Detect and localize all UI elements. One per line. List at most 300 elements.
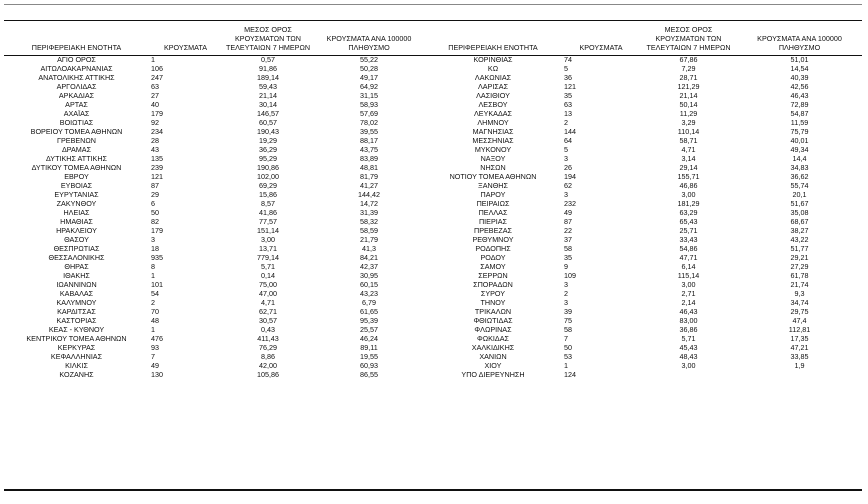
cases-value: 70: [151, 308, 159, 317]
region-name: ΔΥΤΙΚΟΥ ΤΟΜΕΑ ΑΘΗΝΩΝ: [31, 164, 122, 173]
cases-value: 3: [564, 299, 568, 308]
cases-value: 28: [151, 137, 159, 146]
table-row: [4, 146, 862, 155]
per-100k-value: 29,21: [790, 254, 809, 263]
cases-value: 50: [151, 209, 159, 218]
cases-value: 37: [564, 236, 572, 245]
cases-value: 62: [564, 182, 572, 191]
region-name: ΚΕΑΣ - ΚΥΘΝΟΥ: [48, 326, 105, 335]
per-100k-value: 14,54: [790, 65, 809, 74]
avg-7day-value: 63,29: [679, 209, 698, 218]
bottom-rule: [4, 489, 862, 491]
per-100k-value: 61,78: [790, 272, 809, 281]
avg-7day-value: 3,29: [681, 119, 696, 128]
avg-7day-value: 146,57: [257, 110, 279, 119]
header-rule: [4, 20, 862, 21]
region-name: ΕΥΡΥΤΑΝΙΑΣ: [54, 191, 99, 200]
cases-value: 3: [564, 191, 568, 200]
region-name: ΧΙΟΥ: [484, 362, 502, 371]
cases-value: 13: [564, 110, 572, 119]
table-row: [4, 65, 862, 74]
avg-7day-value: 8,86: [261, 353, 275, 362]
region-name: ΠΡΕΒΕΖΑΣ: [474, 227, 512, 236]
avg-7day-value: [640, 371, 737, 380]
per-100k-value: 42,56: [790, 83, 809, 92]
region-name: ΜΥΚΟΝΟΥ: [474, 146, 512, 155]
region-name: ΛΕΥΚΑΔΑΣ: [473, 110, 512, 119]
region-name: ΗΡΑΚΛΕΙΟΥ: [56, 227, 97, 236]
cases-value: 8: [151, 263, 155, 272]
table-row: [4, 236, 862, 245]
region-name: ΕΒΡΟΥ: [64, 173, 89, 182]
per-100k-value: 38,27: [790, 227, 809, 236]
avg-7day-value: 11,29: [679, 110, 698, 119]
region-name: ΣΑΜΟΥ: [480, 263, 506, 272]
table-row: [4, 317, 862, 326]
cases-value: 130: [151, 371, 163, 380]
per-100k-value: 25,57: [360, 326, 378, 335]
table-row: [4, 173, 862, 182]
region-name: ΚΑΣΤΟΡΙΑΣ: [56, 317, 97, 326]
per-100k-value: 50,28: [360, 65, 378, 74]
avg-7day-value: 121,29: [677, 83, 700, 92]
table-row: [4, 245, 862, 254]
region-name: ΠΑΡΟΥ: [480, 191, 506, 200]
table-row: [4, 281, 862, 290]
cases-value: 9: [564, 263, 568, 272]
cases-value: 7: [564, 335, 568, 344]
cases-value: 40: [151, 101, 159, 110]
cases-value: 2: [564, 119, 568, 128]
avg-7day-value: 41,86: [259, 209, 277, 218]
per-100k-value: 11,59: [790, 119, 809, 128]
per-100k-value: 60,93: [360, 362, 378, 371]
cases-value: 54: [151, 290, 159, 299]
per-100k-value: 60,15: [360, 281, 378, 290]
cases-value: 50: [564, 344, 572, 353]
per-100k-value: 51,67: [790, 200, 809, 209]
avg-7day-value: 3,00: [261, 236, 275, 245]
cases-value: 35: [564, 92, 572, 101]
region-name: ΜΕΣΣΗΝΙΑΣ: [472, 137, 514, 146]
avg-7day-value: 115,14: [677, 272, 700, 281]
table-row: [4, 326, 862, 335]
region-name: ΚΑΛΥΜΝΟΥ: [56, 299, 97, 308]
table-row: [4, 299, 862, 308]
cases-value: 35: [564, 254, 572, 263]
table-row: [4, 371, 862, 380]
region-name: ΗΛΕΙΑΣ: [63, 209, 90, 218]
per-100k-value: 43,22: [790, 236, 809, 245]
cases-value: 58: [564, 326, 572, 335]
region-name: ΛΗΜΝΟΥ: [477, 119, 509, 128]
per-100k-value: 14,72: [360, 200, 378, 209]
per-100k-value: 51,01: [790, 55, 809, 65]
avg-7day-value: 5,71: [681, 335, 696, 344]
per-100k-value: 86,55: [360, 371, 378, 380]
cases-value: 247: [151, 74, 163, 83]
avg-7day-value: 36,86: [679, 326, 698, 335]
per-100k-value: 58,32: [360, 218, 378, 227]
avg-7day-value: 21,14: [259, 92, 277, 101]
cases-value: 3: [564, 281, 568, 290]
per-100k-value: 48,81: [360, 164, 378, 173]
avg-7day-value: 76,29: [259, 344, 277, 353]
region-name: ΑΡΚΑΔΙΑΣ: [58, 92, 95, 101]
region-name: ΗΜΑΘΙΑΣ: [60, 218, 93, 227]
per-100k-value: 95,39: [360, 317, 378, 326]
cases-value: 144: [564, 128, 576, 137]
per-100k-value: 40,39: [790, 74, 809, 83]
avg-7day-value: 28,71: [679, 74, 698, 83]
avg-7day-value: 58,71: [679, 137, 698, 146]
per-100k-value: 84,21: [360, 254, 378, 263]
avg-7day-value: 59,43: [259, 83, 277, 92]
table-row: [4, 263, 862, 272]
per-100k-value: 36,62: [790, 173, 809, 182]
region-name: ΙΩΑΝΝΙΝΩΝ: [56, 281, 97, 290]
cases-value: 87: [564, 218, 572, 227]
cases-value: 39: [564, 308, 572, 317]
avg-7day-value: 21,14: [679, 92, 698, 101]
region-name: ΣΕΡΡΩΝ: [478, 272, 508, 281]
cases-value: 43: [151, 146, 159, 155]
col-header-per-100k: ΚΡΟΥΣΜΑΤΑ ΑΝΑ 100000 ΠΛΗΘΥΣΜΟ: [737, 25, 862, 56]
cases-value: 232: [564, 200, 576, 209]
region-name: ΠΙΕΡΙΑΣ: [478, 218, 507, 227]
table-row: [4, 191, 862, 200]
region-name: ΛΑΚΩΝΙΑΣ: [474, 74, 512, 83]
region-name: ΡΟΔΟΥ: [480, 254, 506, 263]
cases-value: 82: [151, 218, 159, 227]
per-100k-value: 51,77: [790, 245, 809, 254]
avg-7day-value: 42,00: [259, 362, 277, 371]
cases-value: 124: [564, 371, 576, 380]
per-100k-value: 33,85: [790, 353, 809, 362]
avg-7day-value: 0,43: [261, 326, 275, 335]
per-100k-value: 49,17: [360, 74, 378, 83]
per-100k-value: 6,79: [362, 299, 376, 308]
cases-value: 27: [151, 92, 159, 101]
cases-value: 109: [564, 272, 576, 281]
avg-7day-value: 6,14: [681, 263, 696, 272]
avg-7day-value: 62,71: [259, 308, 277, 317]
cases-value: 22: [564, 227, 572, 236]
region-name: ΦΛΩΡΙΝΑΣ: [474, 326, 512, 335]
per-100k-value: 9,3: [794, 290, 805, 299]
region-name: ΤΡΙΚΑΛΩΝ: [474, 308, 512, 317]
per-100k-value: 41,3: [362, 245, 376, 254]
avg-7day-value: 0,57: [261, 55, 275, 65]
avg-7day-value: 54,86: [679, 245, 698, 254]
per-100k-value: 29,75: [790, 308, 809, 317]
table-row: [4, 137, 862, 146]
avg-7day-value: 4,71: [261, 299, 275, 308]
per-100k-value: 47,21: [790, 344, 809, 353]
avg-7day-value: 67,86: [679, 55, 698, 65]
per-100k-value: 112,81: [788, 326, 811, 335]
table-row: [4, 155, 862, 164]
avg-7day-value: 4,71: [681, 146, 696, 155]
per-100k-value: 34,74: [790, 299, 809, 308]
per-100k-value: 58,59: [360, 227, 378, 236]
per-100k-value: 27,29: [790, 263, 809, 272]
region-name: ΑΧΑΪΑΣ: [63, 110, 90, 119]
region-name: ΒΟΙΩΤΙΑΣ: [59, 119, 94, 128]
avg-7day-value: 47,00: [259, 290, 277, 299]
avg-7day-value: 30,57: [259, 317, 277, 326]
region-name: ΝΟΤΙΟΥ ΤΟΜΕΑ ΑΘΗΝΩΝ: [449, 173, 537, 182]
avg-7day-value: 29,14: [679, 164, 698, 173]
table-row: [4, 74, 862, 83]
avg-7day-value: 110,14: [677, 128, 700, 137]
per-100k-value: 55,22: [360, 55, 378, 65]
cases-value: 26: [564, 164, 572, 173]
cases-value: 179: [151, 227, 163, 236]
per-100k-value: 42,37: [360, 263, 378, 272]
cases-value: 179: [151, 110, 163, 119]
table-row: [4, 353, 862, 362]
avg-7day-value: 181,29: [677, 200, 700, 209]
table-row: [4, 164, 862, 173]
region-name: ΑΝΑΤΟΛΙΚΗΣ ΑΤΤΙΚΗΣ: [38, 74, 115, 83]
table-row: [4, 83, 862, 92]
region-name: ΤΗΝΟΥ: [480, 299, 506, 308]
avg-7day-value: 102,00: [257, 173, 279, 182]
avg-7day-value: 69,29: [259, 182, 277, 191]
region-name: ΑΡΤΑΣ: [65, 101, 88, 110]
per-100k-value: 34,83: [790, 164, 809, 173]
avg-7day-value: 77,57: [259, 218, 277, 227]
region-name: ΠΕΛΛΑΣ: [478, 209, 508, 218]
per-100k-value: 46,24: [360, 335, 378, 344]
col-header-region: ΠΕΡΙΦΕΡΕΙΑΚΗ ΕΝΟΤΗΤΑ: [4, 25, 149, 56]
avg-7day-value: 95,29: [259, 155, 277, 164]
region-name: ΛΑΡΙΣΑΣ: [477, 83, 509, 92]
region-name: ΜΑΓΝΗΣΙΑΣ: [472, 128, 514, 137]
region-name: ΑΙΤΩΛΟΑΚΑΡΝΑΝΙΑΣ: [40, 65, 113, 74]
avg-7day-value: 105,86: [257, 371, 279, 380]
per-100k-value: 54,87: [790, 110, 809, 119]
col-header-region: ΠΕΡΙΦΕΡΕΙΑΚΗ ΕΝΟΤΗΤΑ: [424, 25, 562, 56]
per-100k-value: 39,55: [360, 128, 378, 137]
region-name: ΘΗΡΑΣ: [64, 263, 89, 272]
per-100k-value: 35,08: [790, 209, 809, 218]
cases-value: 49: [151, 362, 159, 371]
cases-value: 93: [151, 344, 159, 353]
avg-7day-value: 25,71: [679, 227, 698, 236]
per-100k-value: 41,27: [360, 182, 378, 191]
col-header-7day-average: ΜΕΣΟΣ ΟΡΟΣ ΚΡΟΥΣΜΑΤΩΝ ΤΩΝ ΤΕΛΕΥΤΑΙΩΝ 7 ΗΜΕΡΩΝ: [640, 25, 737, 56]
cases-value: 74: [564, 55, 572, 65]
region-name: ΝΗΣΩΝ: [480, 164, 506, 173]
table-row: [4, 272, 862, 281]
per-100k-value: 68,67: [790, 218, 809, 227]
cases-value: 1: [151, 326, 155, 335]
region-name: ΘΕΣΣΑΛΟΝΙΚΗΣ: [48, 254, 105, 263]
avg-7day-value: 47,71: [679, 254, 698, 263]
cases-value: 18: [151, 245, 159, 254]
per-100k-value: 43,75: [360, 146, 378, 155]
region-name: ΖΑΚΥΝΘΟΥ: [56, 200, 97, 209]
table-row: [4, 254, 862, 263]
avg-7day-value: 2,71: [681, 290, 696, 299]
per-100k-value: 55,74: [790, 182, 809, 191]
per-100k-value: 89,11: [360, 344, 378, 353]
avg-7day-value: 189,14: [257, 74, 279, 83]
region-name: ΚΟΡΙΝΘΙΑΣ: [473, 55, 513, 65]
table-row: [4, 308, 862, 317]
avg-7day-value: 13,71: [259, 245, 277, 254]
table-row: [4, 227, 862, 236]
region-name: ΚΙΛΚΙΣ: [65, 362, 88, 371]
per-100k-value: 88,17: [360, 137, 378, 146]
cases-value: 3: [564, 155, 568, 164]
avg-7day-value: 91,86: [259, 65, 277, 74]
region-name: ΑΓΙΟ ΟΡΟΣ: [57, 55, 96, 65]
table-row: [4, 56, 862, 66]
per-100k-value: 61,65: [360, 308, 378, 317]
region-name: ΚΟΖΑΝΗΣ: [59, 371, 94, 380]
region-name: ΦΘΙΩΤΙΔΑΣ: [473, 317, 513, 326]
avg-7day-value: 15,86: [259, 191, 277, 200]
cases-value: 476: [151, 335, 163, 344]
avg-7day-value: 46,86: [679, 182, 698, 191]
region-name: ΦΩΚΙΔΑΣ: [477, 335, 509, 344]
per-100k-value: 14,4: [792, 155, 807, 164]
region-name: ΛΕΣΒΟΥ: [478, 101, 508, 110]
cases-value: 75: [564, 317, 572, 326]
region-name: ΚΕΦΑΛΛΗΝΙΑΣ: [50, 353, 103, 362]
cases-value: 239: [151, 164, 163, 173]
cases-value: 53: [564, 353, 572, 362]
per-100k-value: 57,69: [360, 110, 378, 119]
covid-cases-table: [4, 25, 862, 380]
per-100k-value: 43,23: [360, 290, 378, 299]
cases-value: 3: [151, 236, 155, 245]
col-header-7day-average: ΜΕΣΟΣ ΟΡΟΣ ΚΡΟΥΣΜΑΤΩΝ ΤΩΝ ΤΕΛΕΥΤΑΙΩΝ 7 ΗΜΕΡΩΝ: [222, 25, 314, 56]
cases-value: 7: [151, 353, 155, 362]
region-name: ΚΑΒΑΛΑΣ: [59, 290, 94, 299]
per-100k-value: 1,9: [794, 362, 805, 371]
cases-value: 58: [564, 245, 572, 254]
avg-7day-value: 155,71: [677, 173, 700, 182]
per-100k-value: 20,1: [792, 191, 807, 200]
table-row: [4, 119, 862, 128]
avg-7day-value: 8,57: [261, 200, 275, 209]
region-name: ΓΡΕΒΕΝΩΝ: [57, 137, 96, 146]
cases-value: 5: [564, 65, 568, 74]
cases-value: 92: [151, 119, 159, 128]
region-name: ΔΡΑΜΑΣ: [61, 146, 92, 155]
cases-value: 64: [564, 137, 572, 146]
avg-7day-value: 83,00: [679, 317, 698, 326]
region-name: ΧΑΝΙΩΝ: [479, 353, 507, 362]
per-100k-value: 21,79: [360, 236, 378, 245]
region-name: ΣΠΟΡΑΔΩΝ: [473, 281, 513, 290]
table-row: [4, 344, 862, 353]
avg-7day-value: 3,14: [681, 155, 696, 164]
region-name: ΡΟΔΟΠΗΣ: [475, 245, 511, 254]
region-name: ΞΑΝΘΗΣ: [478, 182, 508, 191]
avg-7day-value: 48,43: [679, 353, 698, 362]
cases-value: 6: [151, 200, 155, 209]
table-row: [4, 209, 862, 218]
cases-value: 194: [564, 173, 576, 182]
avg-7day-value: 65,43: [679, 218, 698, 227]
cases-value: 48: [151, 317, 159, 326]
per-100k-value: 30,95: [360, 272, 378, 281]
cases-value: 49: [564, 209, 572, 218]
top-rule: [4, 4, 862, 5]
cases-value: 29: [151, 191, 159, 200]
cases-value: 1: [564, 362, 568, 371]
table-row: [4, 110, 862, 119]
per-100k-value: 19,55: [360, 353, 378, 362]
avg-7day-value: 19,29: [259, 137, 277, 146]
table-row: [4, 290, 862, 299]
cases-value: 87: [151, 182, 159, 191]
region-name: ΛΑΣΙΘΙΟΥ: [476, 92, 510, 101]
region-name: ΘΕΣΠΡΩΤΙΑΣ: [53, 245, 100, 254]
avg-7day-value: 45,43: [679, 344, 698, 353]
region-name: ΙΘΑΚΗΣ: [63, 272, 90, 281]
region-name: ΒΟΡΕΙΟΥ ΤΟΜΕΑ ΑΘΗΝΩΝ: [30, 128, 123, 137]
avg-7day-value: 5,71: [261, 263, 275, 272]
region-name: ΔΥΤΙΚΗΣ ΑΤΤΙΚΗΣ: [46, 155, 107, 164]
avg-7day-value: 190,43: [257, 128, 279, 137]
region-name: ΚΕΡΚΥΡΑΣ: [57, 344, 96, 353]
per-100k-value: 46,43: [790, 92, 809, 101]
cases-value: 121: [564, 83, 576, 92]
cases-value: 135: [151, 155, 163, 164]
avg-7day-value: 0,14: [261, 272, 275, 281]
cases-value: 101: [151, 281, 163, 290]
avg-7day-value: 190,86: [257, 164, 279, 173]
cases-value: 63: [564, 101, 572, 110]
region-name: ΣΥΡΟΥ: [480, 290, 506, 299]
per-100k-value: 81,79: [360, 173, 378, 182]
cases-value: 5: [564, 146, 568, 155]
table-row: [4, 101, 862, 110]
avg-7day-value: 30,14: [259, 101, 277, 110]
avg-7day-value: 50,14: [679, 101, 698, 110]
region-name: ΠΕΙΡΑΙΩΣ: [476, 200, 510, 209]
per-100k-value: 31,39: [360, 209, 378, 218]
region-name: ΥΠΟ ΔΙΕΡΕΥΝΗΣΗ: [461, 371, 525, 380]
table-row: [4, 362, 862, 371]
avg-7day-value: 3,00: [681, 362, 696, 371]
cases-value: 2: [564, 290, 568, 299]
per-100k-value: 58,93: [360, 101, 378, 110]
avg-7day-value: 411,43: [257, 335, 279, 344]
cases-value: 2: [151, 299, 155, 308]
col-header-per-100k: ΚΡΟΥΣΜΑΤΑ ΑΝΑ 100000 ΠΛΗΘΥΣΜΟ: [314, 25, 424, 56]
region-name: ΑΡΓΟΛΙΔΑΣ: [56, 83, 97, 92]
cases-value: 106: [151, 65, 163, 74]
avg-7day-value: 33,43: [679, 236, 698, 245]
table-header-row: [4, 25, 862, 56]
avg-7day-value: 46,43: [679, 308, 698, 317]
per-100k-value: 72,89: [790, 101, 809, 110]
per-100k-value: 49,34: [790, 146, 809, 155]
table-row: [4, 92, 862, 101]
avg-7day-value: 2,14: [681, 299, 696, 308]
avg-7day-value: 3,00: [681, 281, 696, 290]
avg-7day-value: 151,14: [257, 227, 279, 236]
per-100k-value: 64,92: [360, 83, 378, 92]
per-100k-value: 21,74: [790, 281, 809, 290]
